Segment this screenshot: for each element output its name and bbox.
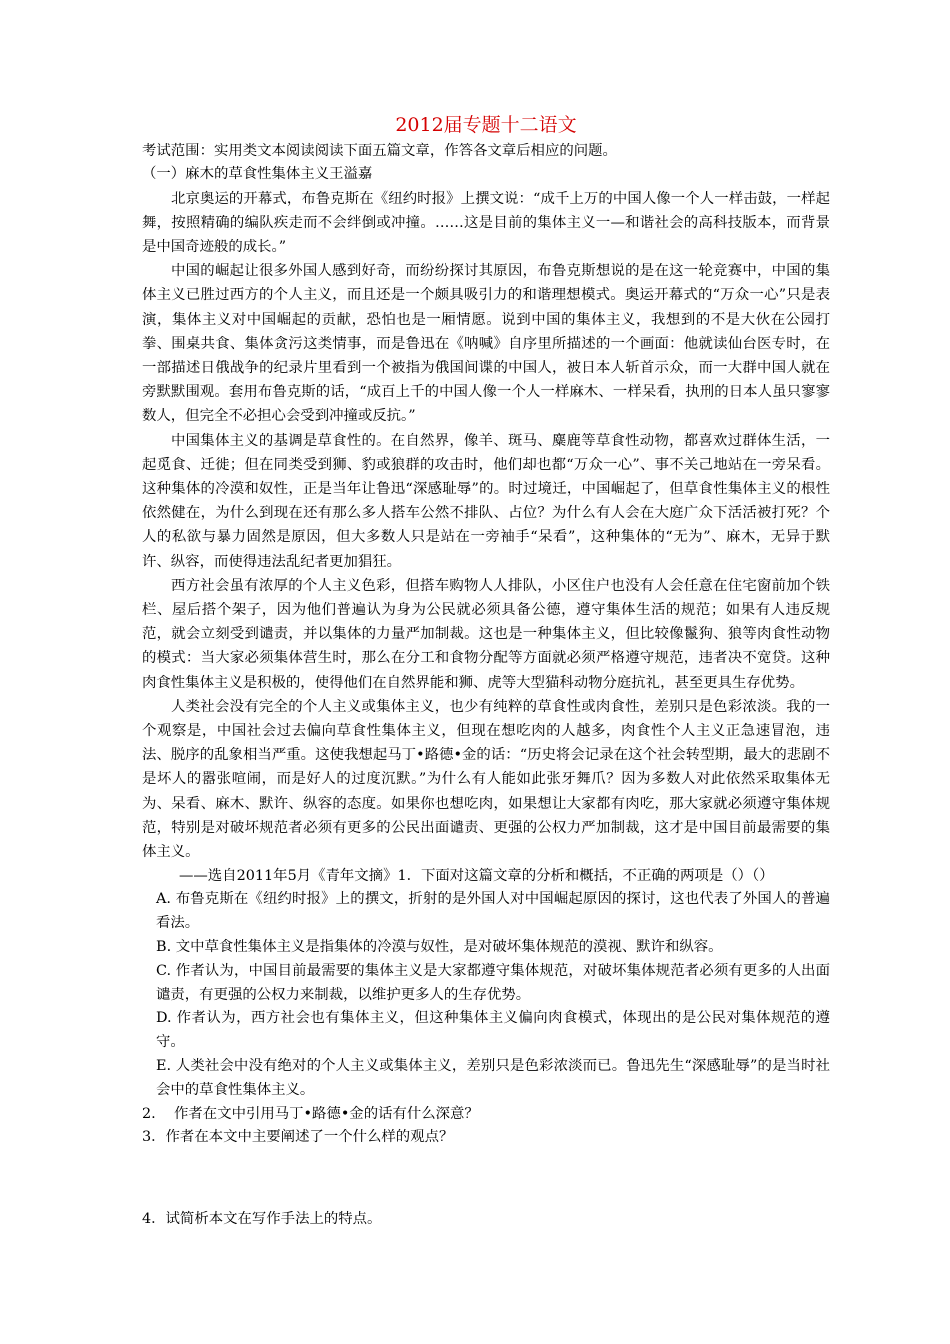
paragraph-4: 西方社会虽有浓厚的个人主义色彩，但搭车购物人人排队，小区住户也没有人会任意在住宅窗前加个铁栏、屋后搭个架子，因为他们普遍认为身为公民就必须具备公德，遵守集体生活的规范；如果有人违反规范，就会立刻受到谴责，并以集体的力量严加制裁。这也是一种集体主义，但比较像鬣狗、狼等肉食性动物的模式：当大家必须集体营生时，那么在分工和食物分配等方面就必须严格遵守规范，违者决不宽贷。这种肉食性集体主义是积极的，使得他们在自然界能和狮、虎等大型猫科动物分庭抗礼，甚至更具生存优势。 (142, 577, 830, 691)
answer-options (142, 888, 830, 1102)
source-and-question-1: ——选自2011年5月《青年文摘》1．下面对这篇文章的分析和概括，不正确的两项是（）（） (179, 868, 774, 885)
question-3: 3．作者在本文中主要阐述了一个什么样的观点？ (142, 1129, 454, 1146)
paragraph-2: 中国的崛起让很多外国人感到好奇，而纷纷探讨其原因，布鲁克斯想说的是在这一轮竞赛中，中国的集体主义已胜过西方的个人主义，而且还是一个颇具吸引力的和谐理想模式。奥运开幕式的“万众一心”只是表演，集体主义对中国崛起的贡献，恐怕也是一厢情愿。说到中国的集体主义，我想到的不是大伙在公园打拳、围桌共食、集体贪污这类情事，而是鲁迅在《呐喊》自序里所描述的一个画面：他就读仙台医专时，在一部描述日俄战争的纪录片里看到一个被指为俄国间谍的中国人，被日本人斩首示众，而一大群中国人就在旁默默围观。套用布鲁克斯的话，“成百上千的中国人像一个人一样麻木、一样呆看，执刑的日本人虽只寥寥数人，但完全不必担心会受到冲撞或反抗。” (142, 263, 830, 425)
answer-space (142, 1150, 830, 1208)
option-e: E. 人类社会中没有绝对的个人主义或集体主义，差别只是色彩浓淡而已。鲁迅先生“深感耻辱”的是当时社会中的草食性集体主义。 (156, 1058, 830, 1098)
section-heading: （一）麻木的草食性集体主义王溢嘉 (142, 166, 373, 183)
option-d: D. 作者认为，西方社会也有集体主义，但这种集体主义偏向肉食模式，体现出的是公民对集体规范的遵守。 (156, 1010, 830, 1051)
paragraph-1: 北京奥运的开幕式，布鲁克斯在《纽约时报》上撰文说：“成千上万的中国人像一个人一样击鼓，一样起舞，按照精确的编队疾走而不会绊倒或冲撞。……这是目前的集体主义一—和谐社会的高科技版本，而背景是中国奇迹般的成长。” (142, 190, 830, 255)
paragraph-3: 中国集体主义的基调是草食性的。在自然界，像羊、斑马、麋鹿等草食性动物，都喜欢过群体生活，一起觅食、迁徙；但在同类受到狮、豹或狼群的攻击时，他们却也都“万众一心”、事不关己地站在一旁呆看。这种集体的冷漠和奴性，正是当年让鲁迅“深感耻辱”的。时过境迁，中国崛起了，但草食性集体主义的根性依然健在，为什么到现在还有那么多人搭车公然不排队、占位？为什么有人会在大庭广众下活活被打死？个人的私欲与暴力固然是原因，但大多数人只是站在一旁袖手“呆看”，这种集体的“无为”、麻木，无异于默许、纵容，而使得违法乱纪者更加猖狂。 (142, 432, 830, 570)
paragraph-5: 人类社会没有完全的个人主义或集体主义，也少有纯粹的草食性或肉食性，差别只是色彩浓淡。我的一个观察是，中国社会过去偏向草食性集体主义，但现在想吃肉的人越多，肉食性个人主义正急速冒泡，违法、脱序的乱象相当严重。这使我想起马丁•路德•金的话：“历史将会记录在这个社会转型期，最大的悲剧不是坏人的嚣张喧闹，而是好人的过度沉默。”为什么有人能如此张牙舞爪？因为多数人对此依然采取集体无为、呆看、麻木、默许、纵容的态度。如果你也想吃肉，如果想让大家都有肉吃，那大家就必须遵守集体规范，特别是对破坏规范者必须有更多的公民出面谴责、更强的公权力严加制裁，这才是中国目前最需要的集体主义。 (142, 698, 830, 861)
question-2: 2. 作者在文中引用马丁•路德•金的话有什么深意？ (142, 1105, 479, 1122)
document-page (142, 112, 830, 1232)
option-c: C. 作者认为，中国目前最需要的集体主义是大家都遵守集体规范，对破坏集体规范者必须有更多的人出面谴责，有更强的公权力来制裁，以维护更多人的生存优势。 (156, 962, 830, 1003)
question-4: 4．试简析本文在写作手法上的特点。 (142, 1211, 382, 1228)
option-b: B. 文中草食性集体主义是指集体的冷漠与奴性，是对破坏集体规范的漠视、默许和纵容。 (156, 939, 723, 956)
exam-scope: 考试范围：实用类文本阅读阅读下面五篇文章，作答各文章后相应的问题。 (142, 143, 617, 159)
option-a: A. 布鲁克斯在《纽约时报》上的撰文，折射的是外国人对中国崛起原因的探讨，这也代表了外国人的普遍看法。 (156, 891, 830, 932)
document-title: 2012届专题十二语文 (395, 114, 577, 136)
